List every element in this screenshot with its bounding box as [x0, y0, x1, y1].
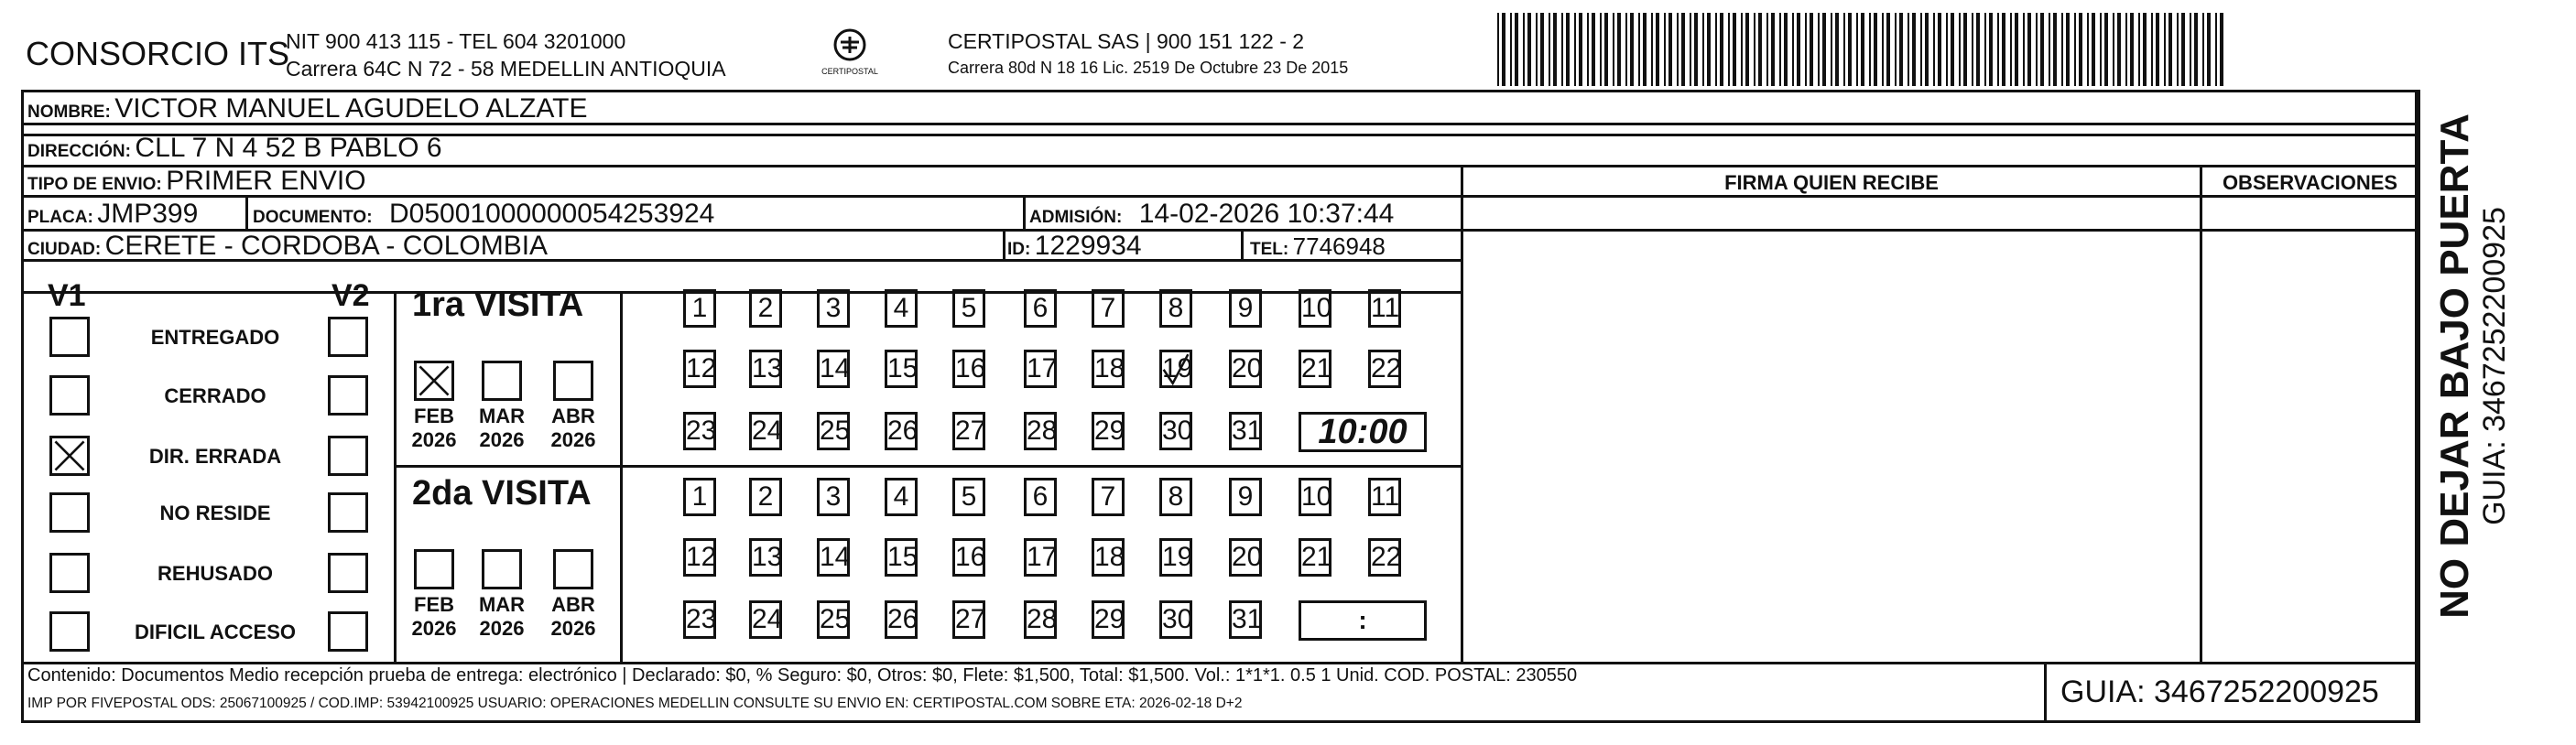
- month-name: MAR: [478, 593, 526, 616]
- id-label: ID:: [1007, 240, 1031, 259]
- footer-guia: GUIA: 3467252200925: [2060, 675, 2379, 709]
- month-label: [407, 405, 462, 452]
- ciudad-field: [27, 231, 548, 262]
- v1-checkbox[interactable]: [49, 317, 90, 357]
- side-notice: [2427, 92, 2518, 641]
- status-label: REHUSADO: [158, 562, 273, 585]
- day-box[interactable]: 30: [1159, 412, 1192, 450]
- day-box[interactable]: 23: [683, 600, 716, 639]
- day-box[interactable]: 11: [1368, 478, 1401, 516]
- nombre-value: VICTOR MANUEL AGUDELO ALZATE: [114, 93, 588, 124]
- day-box[interactable]: 8: [1159, 289, 1192, 328]
- day-box[interactable]: 4: [885, 289, 918, 328]
- day-box[interactable]: 17: [1024, 350, 1057, 388]
- month-label: [546, 593, 601, 641]
- day-box[interactable]: 18: [1092, 350, 1125, 388]
- day-box[interactable]: 22: [1368, 350, 1401, 388]
- month-year: 2026: [479, 617, 525, 640]
- visit-time-box[interactable]: 10:00: [1299, 412, 1427, 452]
- month-year: 2026: [479, 428, 525, 451]
- day-box[interactable]: 27: [952, 600, 985, 639]
- barcode: [1497, 13, 2230, 86]
- direccion-label: DIRECCIÓN:: [27, 142, 131, 161]
- admision-value: 14-02-2026 10:37:44: [1138, 199, 1395, 229]
- day-box[interactable]: 6: [1024, 289, 1057, 328]
- day-box[interactable]: 16: [952, 350, 985, 388]
- day-box[interactable]: 20: [1229, 538, 1262, 577]
- tel-value: 7746948: [1292, 232, 1386, 260]
- day-box[interactable]: 20: [1229, 350, 1262, 388]
- day-box[interactable]: 15: [885, 350, 918, 388]
- day-box[interactable]: 13: [749, 538, 782, 577]
- day-box[interactable]: 16: [952, 538, 985, 577]
- v2-label: V2: [332, 278, 370, 313]
- month-label: [474, 405, 529, 452]
- day-box[interactable]: 14: [817, 350, 850, 388]
- side-notice-text: NO DEJAR BAJO PUERTA: [2432, 113, 2477, 619]
- ciudad-label: CIUDAD:: [27, 240, 102, 259]
- documento-field: [253, 199, 714, 230]
- company-address: Carrera 64C N 72 - 58 MEDELLIN ANTIOQUIA: [286, 57, 726, 81]
- first-visit-title: 1ra VISITA: [412, 286, 584, 324]
- v1-checkbox[interactable]: [49, 375, 90, 416]
- day-box[interactable]: 19: [1159, 350, 1192, 388]
- day-box[interactable]: 24: [749, 412, 782, 450]
- day-box[interactable]: 4: [885, 478, 918, 516]
- day-box[interactable]: 10: [1299, 289, 1331, 328]
- month-name: ABR: [551, 405, 595, 427]
- month-name: FEB: [414, 405, 454, 427]
- observaciones-label: OBSERVACIONES: [2222, 171, 2398, 194]
- nombre-label: NOMBRE:: [27, 103, 111, 122]
- tipo-row: [27, 166, 366, 197]
- certipostal-logo: CERTIPOSTAL: [813, 27, 886, 79]
- day-box[interactable]: 21: [1299, 538, 1331, 577]
- v1-checkbox[interactable]: [49, 611, 90, 652]
- day-box[interactable]: 26: [885, 600, 918, 639]
- day-box[interactable]: 27: [952, 412, 985, 450]
- month-checkbox[interactable]: [553, 549, 593, 589]
- v1-label: V1: [48, 278, 86, 313]
- day-box[interactable]: 30: [1159, 600, 1192, 639]
- month-checkbox[interactable]: [482, 361, 522, 401]
- day-box[interactable]: 1: [683, 289, 716, 328]
- status-label: CERRADO: [164, 384, 266, 407]
- day-box[interactable]: 12: [683, 350, 716, 388]
- v2-checkbox[interactable]: [328, 375, 368, 416]
- day-box[interactable]: 22: [1368, 538, 1401, 577]
- day-box[interactable]: 10: [1299, 478, 1331, 516]
- id-field: [1007, 231, 1142, 262]
- v2-checkbox[interactable]: [328, 317, 368, 357]
- carrier-address: Carrera 80d N 18 16 Lic. 2519 De Octubre 23 De 2015: [948, 59, 1349, 77]
- direccion-row: [27, 133, 442, 164]
- month-checkbox[interactable]: [482, 549, 522, 589]
- month-year: 2026: [550, 428, 596, 451]
- day-box[interactable]: 29: [1092, 600, 1125, 639]
- v1-checkbox[interactable]: [49, 492, 90, 533]
- v2-checkbox[interactable]: [328, 436, 368, 476]
- side-guia: GUIA: 3467252200925: [2477, 207, 2512, 525]
- company-name: CONSORCIO ITS: [26, 35, 290, 72]
- day-box[interactable]: 5: [952, 289, 985, 328]
- month-year: 2026: [550, 617, 596, 640]
- footer-print-info: IMP POR FIVEPOSTAL ODS: 25067100925 / COD.IMP: 53942100925 USUARIO: OPERACIONES MEDELLIN CONSULTE SU ENVIO EN: CERTIPOSTAL.COM SOBRE ETA: 2026-02-18 D+2: [27, 696, 1243, 711]
- placa-value: JMP399: [97, 199, 199, 229]
- direccion-value: CLL 7 N 4 52 B PABLO 6: [135, 133, 442, 163]
- day-box[interactable]: 14: [817, 538, 850, 577]
- id-value: 1229934: [1034, 231, 1142, 261]
- day-box[interactable]: 5: [952, 478, 985, 516]
- documento-label: DOCUMENTO:: [253, 208, 373, 227]
- v2-checkbox[interactable]: [328, 611, 368, 652]
- v2-checkbox[interactable]: [328, 553, 368, 593]
- day-box[interactable]: 31: [1229, 412, 1262, 450]
- day-box[interactable]: 2: [749, 289, 782, 328]
- day-box[interactable]: 9: [1229, 289, 1262, 328]
- second-visit-title: 2da VISITA: [412, 474, 592, 513]
- day-box[interactable]: 6: [1024, 478, 1057, 516]
- month-label: [546, 405, 601, 452]
- day-box[interactable]: 23: [683, 412, 716, 450]
- month-name: MAR: [478, 405, 526, 427]
- day-box[interactable]: 18: [1092, 538, 1125, 577]
- placa-field: [27, 199, 198, 230]
- day-box[interactable]: 7: [1092, 289, 1125, 328]
- v2-checkbox[interactable]: [328, 492, 368, 533]
- month-checkbox[interactable]: [414, 549, 454, 589]
- status-label: ENTREGADO: [150, 326, 280, 349]
- day-box[interactable]: 28: [1024, 412, 1057, 450]
- day-box[interactable]: 9: [1229, 478, 1262, 516]
- day-box[interactable]: 25: [817, 412, 850, 450]
- day-box[interactable]: 28: [1024, 600, 1057, 639]
- day-box[interactable]: 11: [1368, 289, 1401, 328]
- month-label: [474, 593, 529, 641]
- day-check-mark: [1162, 352, 1190, 385]
- nombre-row: [27, 93, 587, 124]
- admision-label: ADMISIÓN:: [1029, 208, 1123, 227]
- month-year: 2026: [411, 617, 457, 640]
- month-name: FEB: [414, 593, 454, 616]
- status-label: DIFICIL ACCESO: [134, 621, 296, 643]
- day-box[interactable]: 21: [1299, 350, 1331, 388]
- day-box[interactable]: 3: [817, 289, 850, 328]
- day-box[interactable]: 15: [885, 538, 918, 577]
- day-box[interactable]: 31: [1229, 600, 1262, 639]
- placa-label: PLACA:: [27, 208, 93, 227]
- tel-field: [1250, 232, 1386, 261]
- month-checkbox[interactable]: [553, 361, 593, 401]
- day-box[interactable]: 8: [1159, 478, 1192, 516]
- day-box[interactable]: 3: [817, 478, 850, 516]
- tipo-value: PRIMER ENVIO: [166, 166, 366, 196]
- admision-field: [1029, 199, 1394, 230]
- status-label: DIR. ERRADA: [148, 445, 282, 468]
- company-nit: NIT 900 413 115 - TEL 604 3201000: [286, 29, 626, 53]
- firma-label: FIRMA QUIEN RECIBE: [1724, 171, 1939, 194]
- v1-checkbox[interactable]: [49, 436, 90, 476]
- documento-value: D05001000000054253924: [389, 199, 715, 229]
- day-box[interactable]: 1: [683, 478, 716, 516]
- day-box[interactable]: 13: [749, 350, 782, 388]
- day-box[interactable]: 19: [1159, 538, 1192, 577]
- month-checkbox[interactable]: [414, 361, 454, 401]
- day-box[interactable]: 25: [817, 600, 850, 639]
- status-label: NO RESIDE: [159, 502, 271, 524]
- day-box[interactable]: 12: [683, 538, 716, 577]
- month-name: ABR: [551, 593, 595, 616]
- month-label: [407, 593, 462, 641]
- day-box[interactable]: 7: [1092, 478, 1125, 516]
- day-box[interactable]: 29: [1092, 412, 1125, 450]
- day-box[interactable]: 2: [749, 478, 782, 516]
- tipo-label: TIPO DE ENVIO:: [27, 175, 162, 194]
- day-box[interactable]: 24: [749, 600, 782, 639]
- day-box[interactable]: 17: [1024, 538, 1057, 577]
- visit-time-box[interactable]: :: [1299, 600, 1427, 641]
- v1-checkbox[interactable]: [49, 553, 90, 593]
- day-box[interactable]: 26: [885, 412, 918, 450]
- carrier-name: CERTIPOSTAL SAS | 900 151 122 - 2: [948, 29, 1305, 53]
- ciudad-value: CERETE - CORDOBA - COLOMBIA: [104, 231, 549, 261]
- footer-content: Contenido: Documentos Medio recepción prueba de entrega: electrónico | Declarado: $0, % Seguro: $0, Otros: $0, Flete: $1,500, Total: $1,500. Vol.: 1*1*1. 0.5 1 Unid. COD. POSTAL: 230550: [27, 665, 1578, 686]
- logo-icon: [830, 27, 870, 62]
- month-year: 2026: [411, 428, 457, 451]
- tel-label: TEL:: [1250, 240, 1289, 259]
